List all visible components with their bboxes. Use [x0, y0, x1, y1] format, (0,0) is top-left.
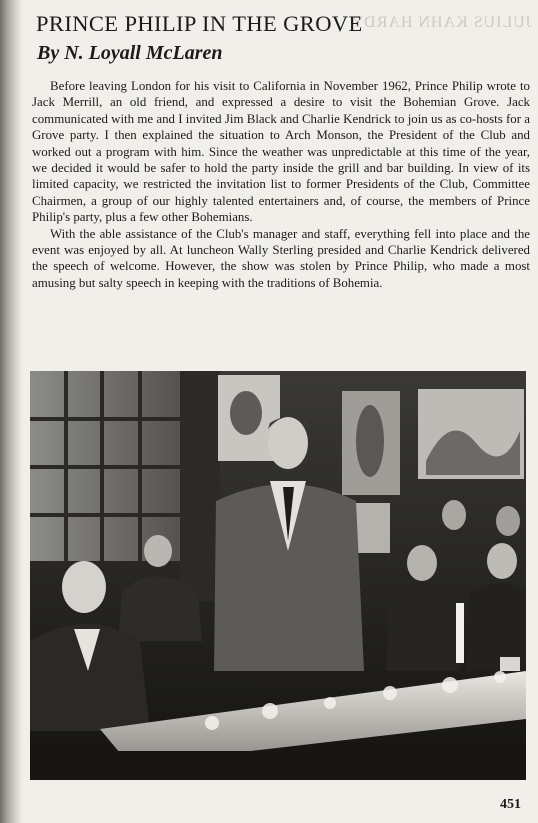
paragraph-2: With the able assistance of the Club's manager and staff, everything fell into place and the event was enjoyed by all. At luncheon Wally Sterling presided and Charlie Kendrick delivered the speech of welcome. However, the show was stolen by Prince Philip, who made a most amusing but salty speech in keeping with the traditions of Bohemia. — [32, 226, 530, 290]
show-through-text: JULIUS KAHN HARDY — [350, 14, 532, 31]
article-body — [32, 78, 530, 291]
paragraph-1: Before leaving London for his visit to California in November 1962, Prince Philip wrote to Jack Merrill, an old friend, and expressed a desire to visit the Bohemian Grove. Jack communicated with me and I invited Jim Black and Charlie Kendrick to join us as co-hosts for a Grove party. I then explained the situation to Arch Monson, the President of the Club and worked out a program with him. Since the weather was unpredictable at this time of the year, we decided it would be safer to hold the party inside the grill and bar building. In view of its limited capacity, we restricted the invitation list to former Presidents of the Club, Committee Chairmen, a group of our highly talented entertainers and, of course, the members of Prince Philip's party, plus a few other Bohemians. — [32, 79, 530, 225]
article-title: PRINCE PHILIP IN THE GROVE — [36, 11, 363, 36]
page-number: 451 — [500, 797, 521, 812]
book-spine-shadow — [0, 0, 22, 823]
photograph-icon — [30, 371, 526, 780]
event-photograph — [30, 371, 526, 780]
article-byline: By N. Loyall McLaren — [37, 42, 223, 64]
